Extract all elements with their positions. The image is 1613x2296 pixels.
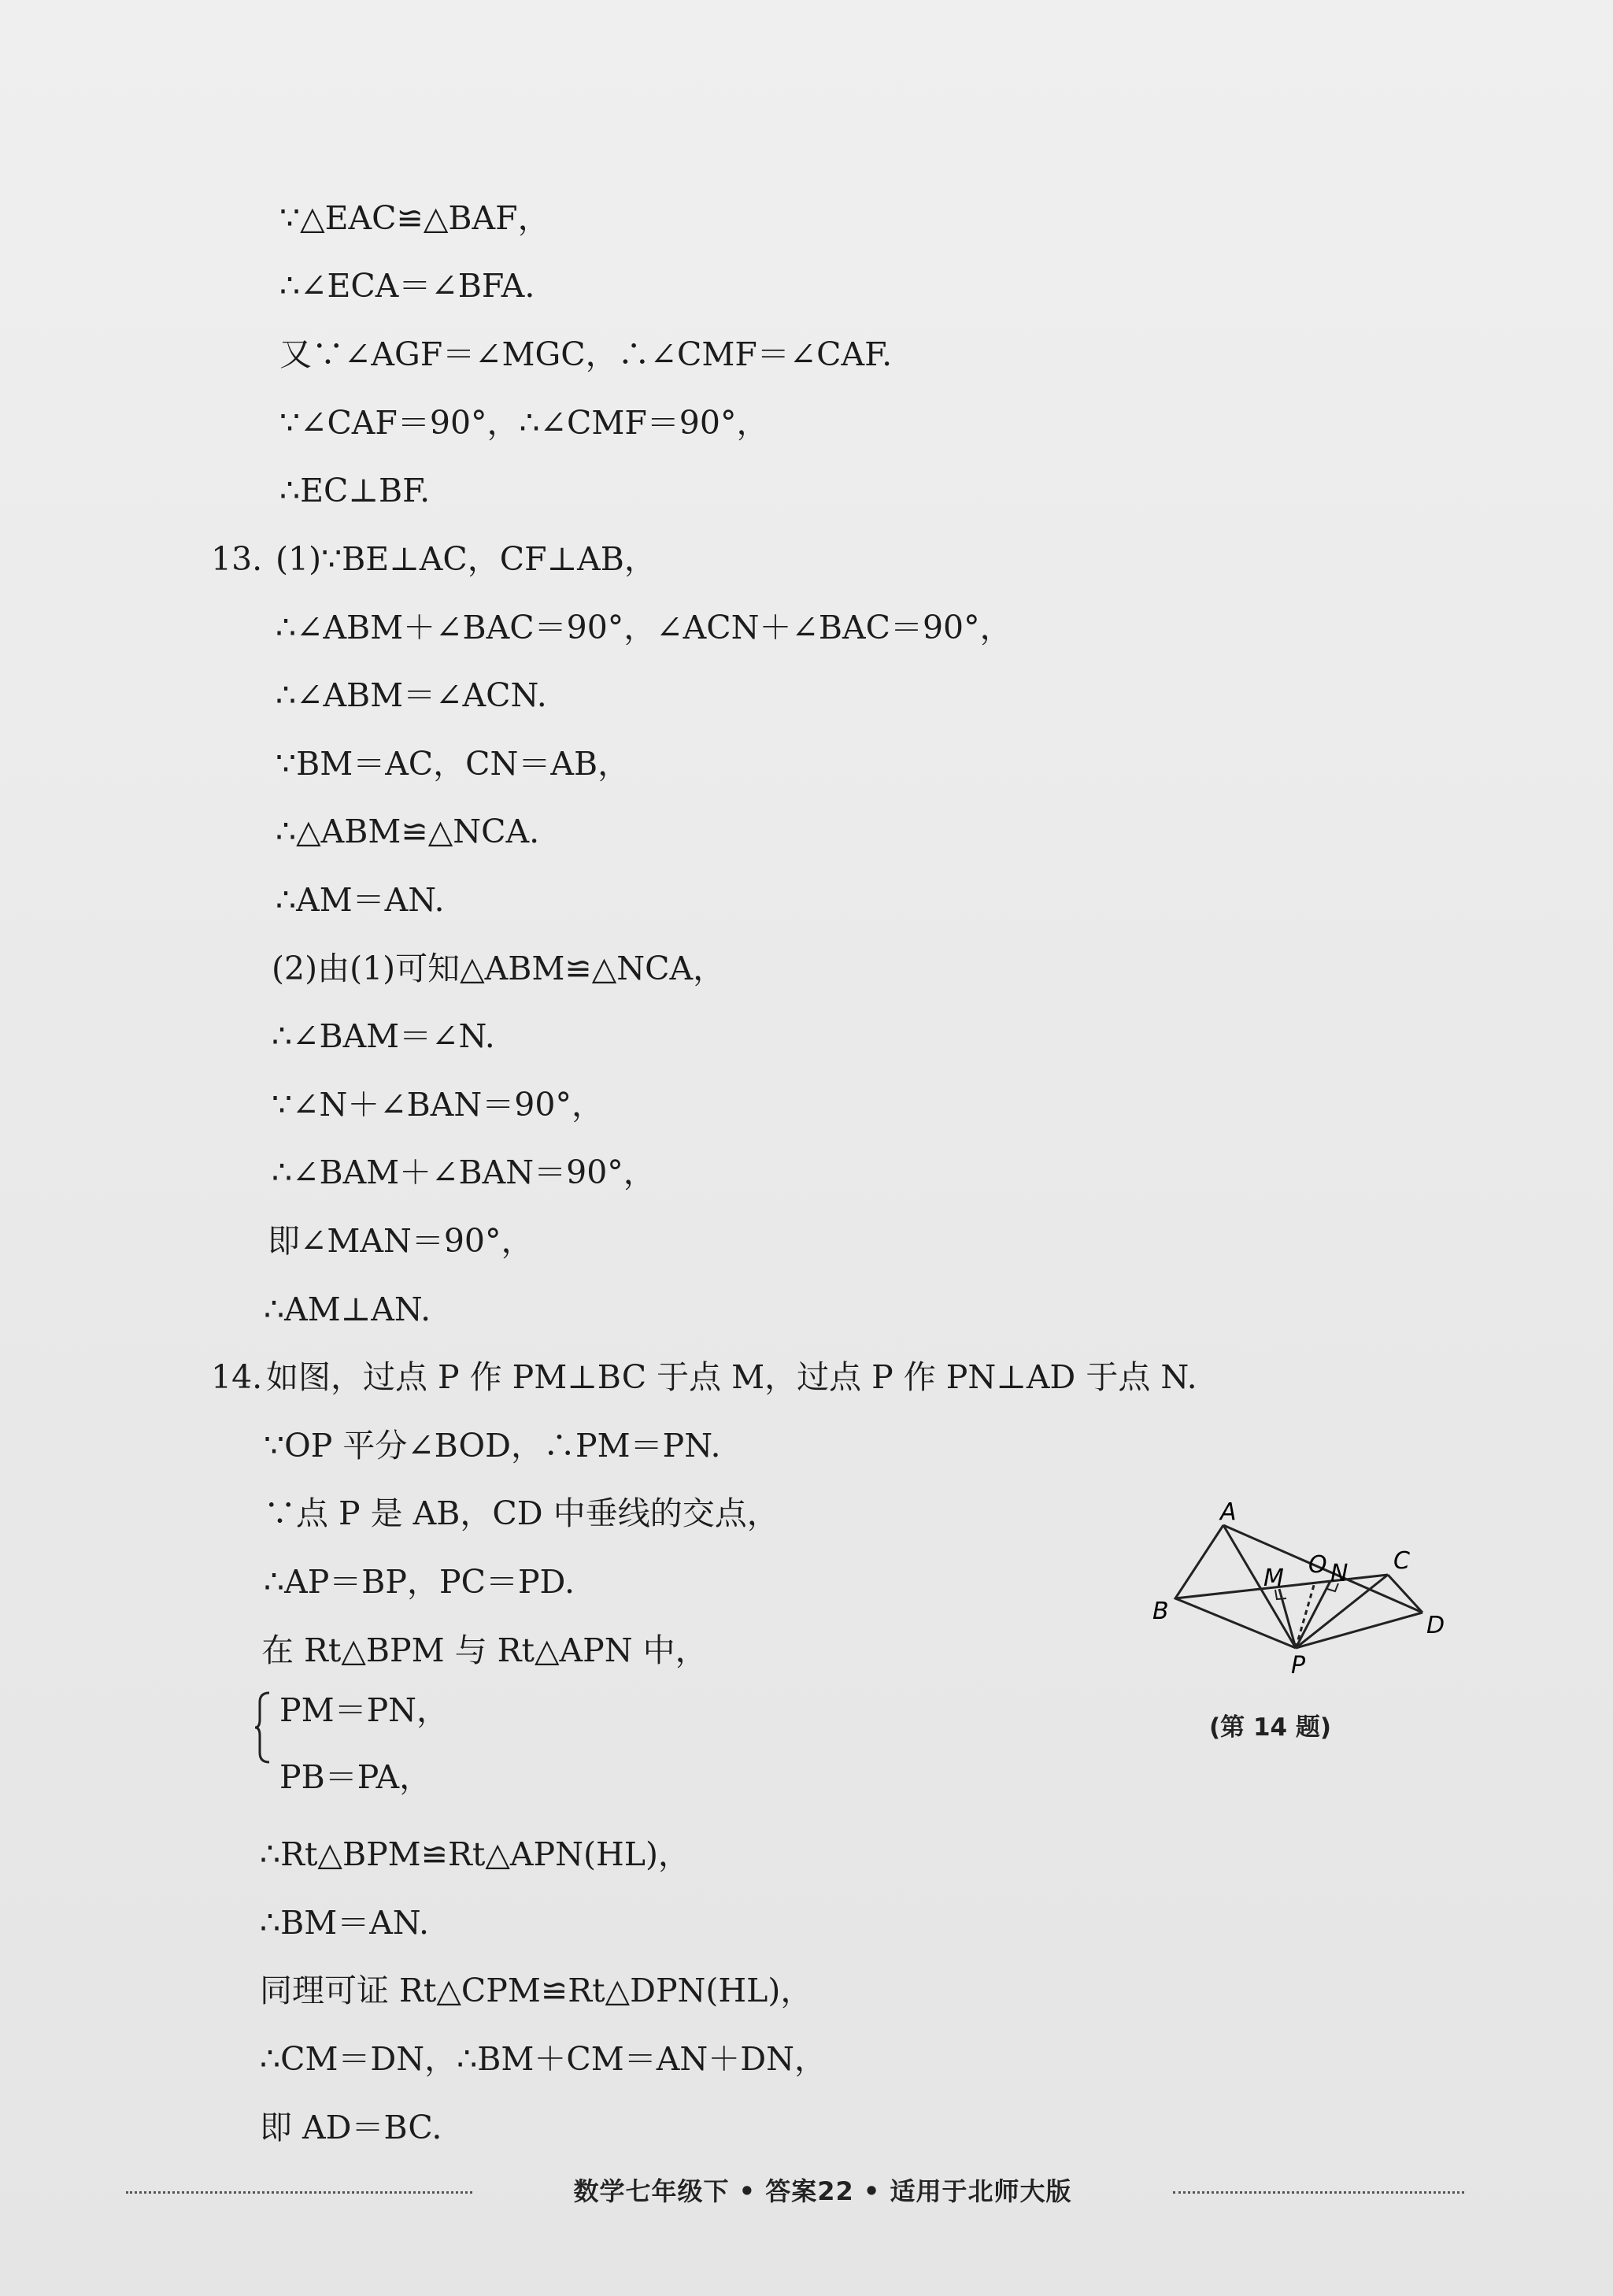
figure-label-c: C <box>1393 1547 1410 1575</box>
figure-label-m: M <box>1263 1565 1284 1592</box>
solution-line: 又∵∠AGF＝∠MGC，∴∠CMF＝∠CAF. <box>279 335 893 373</box>
solution-line: 在 Rt△BPM 与 Rt△APN 中， <box>261 1631 708 1669</box>
figure-perp-pn <box>1296 1581 1330 1648</box>
system-brace <box>253 1691 271 1764</box>
solution-line: ∴CM＝DN，∴BM＋CM＝AN＋DN， <box>260 2040 827 2078</box>
figure-label-d: D <box>1426 1612 1445 1639</box>
solution-line: ∵∠N＋∠BAN＝90°， <box>272 1086 604 1124</box>
solution-line: ∴∠BAM＝∠N. <box>272 1017 495 1055</box>
figure-label-o: O <box>1308 1551 1327 1579</box>
problem-number: 14. <box>211 1358 263 1396</box>
solution-line: ∴∠ECA＝∠BFA. <box>279 267 535 305</box>
solution-line: (2)由(1)可知△ABM≌△NCA， <box>272 950 726 987</box>
solution-line: ∵△EAC≌△BAF， <box>279 199 550 237</box>
solution-line: ∴AM⊥AN. <box>264 1291 431 1328</box>
solution-line: ∵BM＝AC，CN＝AB， <box>276 745 631 783</box>
solution-line: 即 AD＝BC. <box>260 2109 442 2146</box>
figure-label-b: B <box>1152 1598 1169 1625</box>
figure-caption: (第 14 题) <box>1209 1713 1332 1742</box>
solution-line: 即∠MAN＝90°， <box>268 1222 534 1260</box>
solution-line: ∴∠ABM＝∠ACN. <box>276 676 547 714</box>
figure-label-p: P <box>1291 1652 1306 1677</box>
figure-perp-pm <box>1279 1589 1296 1648</box>
solution-line: (1)∵BE⊥AC，CF⊥AB， <box>276 540 657 578</box>
problem-number: 13. <box>211 540 263 578</box>
footer-dots-right <box>1173 2191 1464 2194</box>
solution-line: PB＝PA， <box>279 1758 432 1796</box>
solution-line: ∴∠BAM＋∠BAN＝90°， <box>272 1154 656 1191</box>
figure-label-a: A <box>1220 1498 1237 1526</box>
figure-edge-pd <box>1296 1613 1422 1648</box>
solution-line: ∴AP＝BP，PC＝PD. <box>264 1563 575 1601</box>
solution-line: ∴BM＝AN. <box>260 1904 430 1942</box>
solution-line: ∵OP 平分∠BOD，∴PM＝PN. <box>264 1427 721 1465</box>
solution-line: ∵∠CAF＝90°，∴∠CMF＝90°， <box>279 404 769 442</box>
solution-line: ∴∠ABM＋∠BAC＝90°，∠ACN＋∠BAC＝90°， <box>276 609 1012 646</box>
geometry-figure <box>1141 1488 1472 1677</box>
solution-line: 如图，过点 P 作 PM⊥BC 于点 M，过点 P 作 PN⊥AD 于点 N. <box>266 1358 1197 1396</box>
page-footer <box>126 2172 1464 2211</box>
figure-diagram <box>1141 1488 1472 1677</box>
solution-line: PM＝PN， <box>279 1691 449 1729</box>
solution-line: ∴△ABM≌△NCA. <box>276 813 540 850</box>
solution-line: ∴EC⊥BF. <box>279 472 431 509</box>
solution-line: ∴AM＝AN. <box>276 881 445 919</box>
footer-text: 数学七年级下 • 答案22 • 适用于北师大版 <box>573 2176 1072 2206</box>
solution-line: ∵点 P 是 AB，CD 中垂线的交点， <box>264 1494 779 1532</box>
figure-edge-cd <box>1388 1575 1422 1613</box>
figure-label-n: N <box>1330 1560 1348 1587</box>
footer-dots-left <box>126 2191 472 2194</box>
solution-line: ∴Rt△BPM≌Rt△APN(HL)， <box>260 1835 690 1873</box>
solution-line: 同理可证 Rt△CPM≌Rt△DPN(HL)， <box>260 1972 813 2009</box>
